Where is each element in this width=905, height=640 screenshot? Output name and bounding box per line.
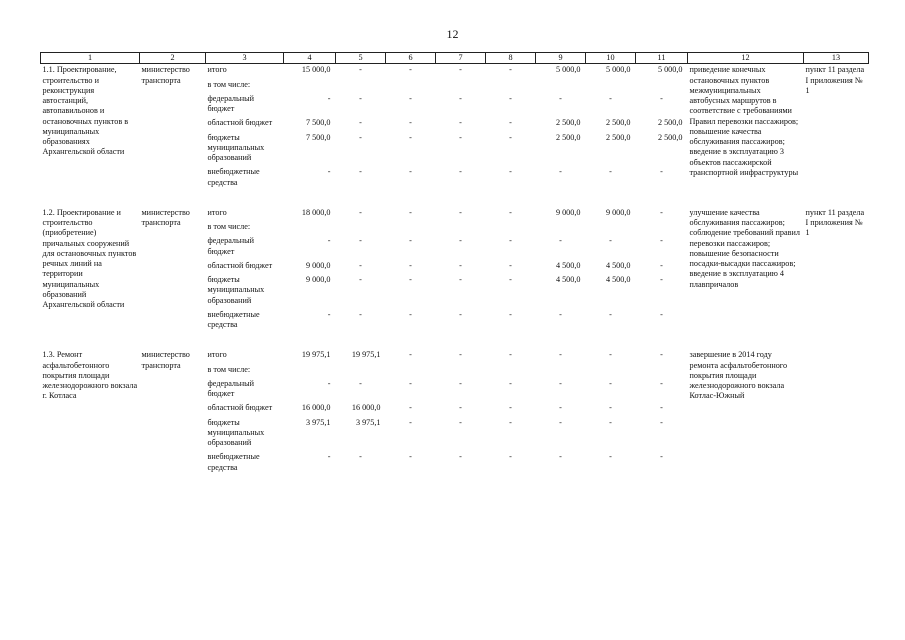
funding-value: - [409,236,412,246]
table-body [41,64,869,474]
column-header: 3 [206,53,284,64]
spacer-cell [41,331,869,349]
funding-value: - [559,93,562,103]
funding-value: - [459,350,462,360]
funding-source-label: внебюджетные средства [207,452,260,472]
funding-value: 4 500,0 [605,275,631,284]
funding-value: - [359,236,362,246]
funding-value [284,219,336,233]
activity-name: 1.2. Проектирование и строительство (приобретение) причальных сооружений для остановочных пунктов речных линий на территории муниципальных образований Архангельской области [42,207,137,309]
funding-source-label: бюджеты муниципальных образований [207,417,265,447]
column-header: 9 [536,53,586,64]
funding-source-label: внебюджетные средства [207,309,260,329]
funding-value: - [459,452,462,462]
funding-value: - [459,417,462,427]
spacer-cell [41,189,869,207]
funding-value: 9 000,0 [305,260,331,270]
funding-value: - [509,275,512,284]
funding-value: - [409,350,412,360]
funding-value: 19 975,1 [351,350,381,360]
page-number: 12 [446,27,459,41]
activity-name: 1.3. Ремонт асфальтобетонного покрытия площади железнодорожного вокзала г. Котласа [42,350,138,401]
funding-value: - [660,378,663,388]
funding-value: - [409,403,412,413]
funding-value: - [459,167,462,177]
column-header: 1 [41,53,140,64]
expected-result: приведение конечных остановочных пунктов межмуниципальных автобусных маршрутов в соответствие с требованиями Правил перевозки пассажиров; повышение качества обслуживания пассажиров; введение в эксплуатацию 3 объектов пассажирской транспортной инфраструктуры [689,65,799,177]
funding-source-label: областной бюджет [207,118,273,128]
funding-value: 2 500,0 [555,118,581,128]
funding-value: - [359,378,362,388]
program-activities-table [40,52,869,474]
funding-value: - [509,378,512,388]
funding-value: 2 500,0 [605,118,631,128]
funding-value: - [509,309,512,319]
funding-source-label: областной бюджет [207,403,273,413]
funding-source-label: федеральный бюджет [207,378,255,398]
funding-value: 16 000,0 [351,403,381,413]
funding-value: 3 975,1 [355,417,381,427]
funding-value: - [327,378,331,388]
funding-value: - [609,167,612,177]
funding-value [486,362,536,376]
funding-value: - [609,236,612,246]
funding-value: 4 500,0 [555,260,581,270]
funding-value: - [459,65,462,75]
funding-value [386,219,436,233]
funding-source-label: бюджеты муниципальных образований [207,132,265,162]
funding-value: - [609,403,612,413]
funding-value [536,362,586,376]
activity-executor: министерство транспорта [141,65,190,85]
funding-value: - [660,207,663,217]
column-header: 8 [486,53,536,64]
activity-executor: министерство транспорта [141,207,190,227]
funding-value: - [409,207,412,217]
funding-value [586,219,636,233]
funding-value: 5 000,0 [555,65,581,75]
funding-value: - [359,207,362,217]
funding-value: 7 500,0 [305,132,331,142]
funding-value: - [409,65,412,75]
funding-value: - [660,403,663,413]
funding-value: - [359,452,362,462]
expected-result: улучшение качества обслуживания пассажиров; соблюдение требований правил перевозки пассажиров; повышение безопасности посадки-высадки пассажиров; введение в эксплуатацию 4 плавпричалов [689,207,800,289]
funding-value: 5 000,0 [657,65,683,75]
funding-value: - [509,207,512,217]
funding-value: - [509,236,512,246]
funding-value: - [509,403,512,413]
funding-value: 16 000,0 [301,403,331,413]
funding-value: - [660,452,663,462]
funding-value: - [660,350,663,360]
funding-value: - [409,132,412,142]
funding-value [336,219,386,233]
funding-value: - [359,65,362,75]
funding-value: - [609,378,612,388]
funding-value: - [660,236,663,246]
funding-source-label: федеральный бюджет [207,236,255,256]
funding-value: - [559,236,562,246]
funding-value: 19 975,1 [301,350,331,360]
funding-value: - [409,452,412,462]
funding-value [436,77,486,91]
funding-value [436,362,486,376]
funding-value: - [409,378,412,388]
funding-value [586,77,636,91]
funding-value: 2 500,0 [657,132,683,142]
funding-value: - [509,132,512,142]
funding-value: - [359,309,362,319]
indicator-reference: пункт 11 раздела I приложения № 1 [805,65,865,95]
funding-value: - [660,417,663,427]
funding-value: 5 000,0 [605,65,631,75]
funding-value: - [509,452,512,462]
funding-value: - [409,417,412,427]
funding-value: - [559,417,562,427]
column-header: 12 [688,53,804,64]
funding-value: - [660,309,663,319]
funding-value: - [459,275,462,284]
funding-value: - [559,167,562,177]
funding-value: 3 975,1 [305,417,331,427]
funding-value: 4 500,0 [555,275,581,284]
funding-value: 2 500,0 [555,132,581,142]
funding-value: - [459,118,462,128]
funding-source-label: итого [207,350,227,360]
funding-value: - [559,403,562,413]
funding-value: 7 500,0 [305,118,331,128]
funding-value: - [459,236,462,246]
funding-value: - [459,309,462,319]
funding-source-label: итого [207,207,227,217]
funding-value [336,77,386,91]
funding-value: - [609,309,612,319]
funding-value: - [359,167,362,177]
indicator-reference [804,349,869,474]
funding-value [436,219,486,233]
funding-value: 9 000,0 [555,207,581,217]
funding-value [336,362,386,376]
funding-value: - [409,167,412,177]
funding-value [386,362,436,376]
funding-value: 2 500,0 [605,132,631,142]
funding-value [636,219,688,233]
funding-value: 4 500,0 [605,260,631,270]
funding-value: 2 500,0 [657,118,683,128]
table-row [41,349,869,361]
funding-value: - [559,378,562,388]
column-header: 10 [586,53,636,64]
funding-value [486,77,536,91]
funding-source-label: внебюджетные средства [207,167,260,187]
activity-name: 1.1. Проектирование, строительство и реконструкция автостанций, автопавильонов и остановочных пунктов в муниципальных образованиях Архангельской области [42,65,129,157]
column-header: 4 [284,53,336,64]
funding-value: - [559,309,562,319]
activity-executor: министерство транспорта [141,350,190,370]
funding-value: 15 000,0 [301,65,331,75]
funding-value: - [609,350,612,360]
indicator-reference: пункт 11 раздела I приложения № 1 [805,207,865,238]
funding-value: - [660,275,663,284]
funding-value: 18 000,0 [301,207,331,217]
funding-value: - [509,167,512,177]
funding-value: - [559,452,562,462]
funding-value: - [459,403,462,413]
expected-result: завершение в 2014 году ремонта асфальтобетонного покрытия площади железнодорожного вокзала Котлас-Южный [689,350,788,401]
funding-value: - [359,118,362,128]
funding-value: - [509,350,512,360]
funding-value: - [359,275,362,284]
funding-value: 9 000,0 [605,207,631,217]
table-row [41,207,869,219]
funding-value: - [327,167,331,177]
funding-value: - [609,93,612,103]
funding-value: - [327,236,331,246]
funding-value: - [409,93,412,103]
funding-source-label: в том числе: [207,222,251,231]
funding-value: - [459,93,462,103]
column-header: 5 [336,53,386,64]
funding-value [386,77,436,91]
funding-value: - [359,132,362,142]
funding-value: - [509,260,512,270]
funding-value: - [409,275,412,284]
funding-value: - [660,260,663,270]
funding-source-label: в том числе: [207,79,251,89]
column-number-row [41,53,869,64]
funding-value: - [459,132,462,142]
funding-value: - [359,93,362,103]
funding-value: - [459,378,462,388]
funding-value [636,362,688,376]
funding-value: - [660,167,663,177]
funding-value: - [509,65,512,75]
funding-value: - [660,93,663,103]
column-header: 13 [804,53,869,64]
row-spacer [41,331,869,349]
funding-source-label: итого [207,65,227,75]
funding-value [536,77,586,91]
funding-value [284,77,336,91]
funding-value: - [609,452,612,462]
funding-value: - [409,309,412,319]
column-header: 2 [140,53,206,64]
column-header: 7 [436,53,486,64]
funding-value: - [459,207,462,217]
funding-value [536,219,586,233]
funding-value: - [609,417,612,427]
funding-value: - [327,452,331,462]
funding-value: - [509,417,512,427]
row-spacer [41,189,869,207]
table-row [41,64,869,77]
funding-value: - [559,350,562,360]
funding-value [636,77,688,91]
funding-value: - [327,93,331,103]
funding-value [284,362,336,376]
funding-value: - [509,118,512,128]
column-header: 6 [386,53,436,64]
funding-value: - [409,260,412,270]
funding-value: - [509,93,512,103]
funding-value: - [409,118,412,128]
funding-value [486,219,536,233]
funding-source-label: в том числе: [207,364,251,374]
funding-value: - [327,309,331,319]
funding-value [586,362,636,376]
funding-value: 9 000,0 [305,275,331,284]
funding-source-label: федеральный бюджет [207,93,255,113]
funding-source-label: областной бюджет [207,260,273,270]
funding-value: - [459,260,462,270]
funding-source-label: бюджеты муниципальных образований [207,275,265,305]
column-header: 11 [636,53,688,64]
funding-value: - [359,260,362,270]
